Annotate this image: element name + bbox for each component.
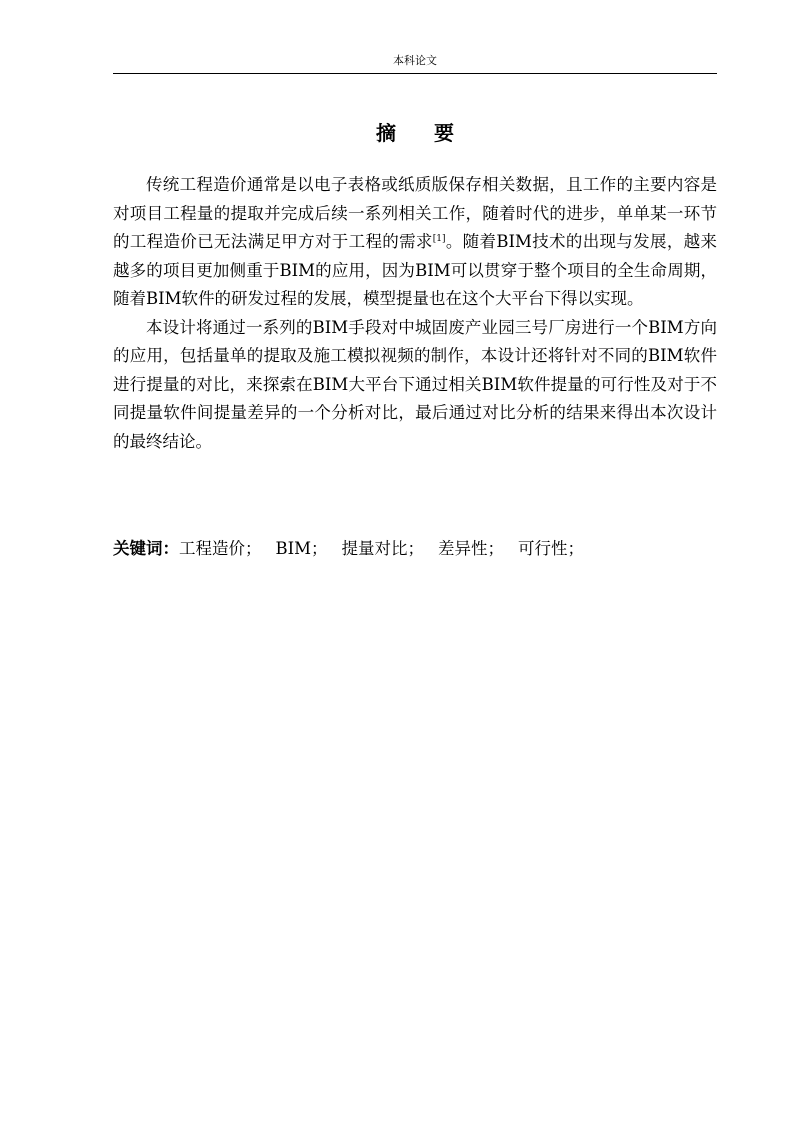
keyword-item: 提量对比；: [341, 539, 425, 558]
keyword-item: 工程造价；: [179, 539, 262, 558]
abstract-title: [113, 120, 717, 146]
keywords-line: [113, 535, 717, 563]
paragraph-1-text-a: 传统工程造价通常是以电子表格或纸质版保存相关数据，且工作的主要内容是对项目工程量的提取并完成后续一系列相关工作，随着时代的进步，单单某一环节的工程造价已无法满足甲方对于工程的需求: [113, 175, 717, 251]
abstract-title-char-2: 要: [434, 121, 454, 145]
keywords-label: 关键词：: [113, 539, 179, 558]
paragraph-1-text-b: 。随着BIM技术的出现与发展，越来越多的项目更加侧重于BIM的应用，因为BIM可以贯穿于整个项目的全生命周期，随着BIM软件的研发过程的发展，模型提量也在这个大平台下得以实现。: [113, 232, 717, 308]
abstract-paragraph-2: 本设计将通过一系列的BIM手段对中城固废产业园三号厂房进行一个BIM方向的应用，包括量单的提取及施工模拟视频的制作，本设计还将针对不同的BIM软件进行提量的对比，来探索在BIM大平台下通过相关BIM软件提量的可行性及对于不同提量软件间提量差异的一个分析对比，最后通过对比分析的结果来得出本次设计的最终结论。: [113, 317, 717, 451]
keyword-item: 可行性；: [518, 539, 585, 558]
keyword-item: 差异性；: [438, 539, 505, 558]
header-divider: [113, 73, 717, 74]
abstract-body: [113, 171, 717, 456]
keyword-item: BIM；: [275, 539, 328, 558]
citation-marker: [1]: [432, 234, 446, 244]
abstract-title-char-1: 摘: [376, 121, 396, 145]
abstract-paragraph-1: [113, 171, 717, 314]
running-header: 本科论文: [393, 54, 437, 67]
